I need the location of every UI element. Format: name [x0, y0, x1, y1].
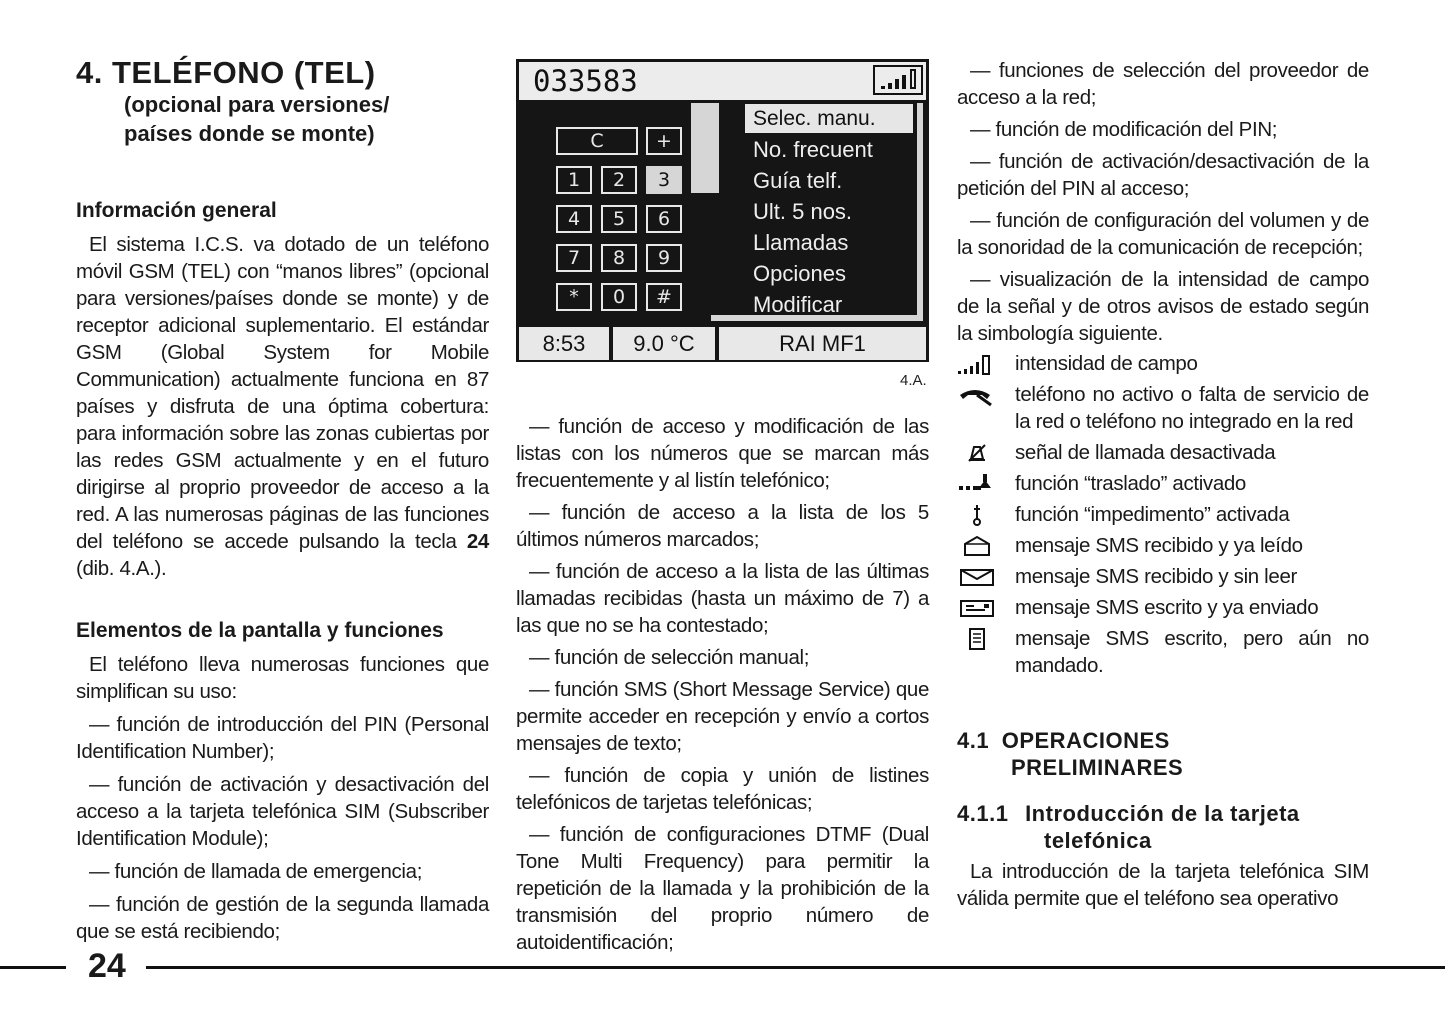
section-subtitle-line1: (opcional para versiones/	[124, 92, 390, 117]
list-item: — funciones de selección del proveedor de acceso a la red;	[957, 59, 1369, 109]
list-item: — función de activación/desactivación de la petición del PIN al acceso;	[957, 150, 1369, 200]
general-info-text: El sistema I.C.S. va dotado de un teléfono móvil GSM (TEL) con “manos libres” (opcional para versiones/países donde se monte) y de receptor adicional suplementario. El estándar GSM (Global System for Mobile Communication) actualmente funciona en 87 países y disfruta de una óptima cobertura: para información sobre las zonas cubiertas por las redes GSM actualmente y en el futuro dirigirse al proprio proveedor de acceso a la red. A las numerosas páginas de las funciones del teléfono se accede pulsando la tecla	[76, 233, 489, 553]
menu-item-phonebook[interactable]: Guía telf.	[753, 168, 843, 193]
list-item: — función de selección manual;	[529, 646, 810, 669]
list-item: — función de activación y desactivación del acceso a la tarjeta telefónica SIM (Subscriber Identification Module);	[76, 773, 489, 850]
menu-item-last-five[interactable]: Ult. 5 nos.	[753, 199, 853, 224]
legend-text: teléfono no activo o falta de servicio de la red o teléfono no integrado en la red	[1015, 383, 1369, 433]
list-item: — función de copia y unión de listines telefónicos de tarjetas telefónicas;	[516, 764, 929, 814]
section-subtitle-line2: países donde se monte)	[124, 121, 375, 146]
legend-text: mensaje SMS recibido y sin leer	[1015, 565, 1297, 588]
heading-general-info: Información general	[76, 199, 277, 222]
list-item: — visualización de la intensidad de campo de la señal y de otros avisos de estado según la simbología siguiente.	[957, 268, 1369, 345]
legend-row	[957, 594, 1369, 621]
legend-row	[957, 381, 1369, 435]
legend-row	[957, 625, 1369, 679]
list-item: — función SMS (Short Message Service) que permite acceder en recepción y envío a cortos mensajes de texto;	[516, 678, 929, 755]
key-9[interactable]: 9	[646, 244, 682, 272]
clock: 8:53	[519, 327, 609, 360]
column-right	[957, 57, 1369, 347]
heading-number: 4.1	[957, 728, 990, 753]
list-item: — función de configuraciones DTMF (Dual Tone Multi Frequency) para permitir la repetición de la llamada y la prohibición de la transmisión del proprio número de autoidentificación;	[516, 823, 929, 954]
paragraph-elements-intro: El teléfono lleva numerosas funciones que simplifican su uso:	[76, 653, 489, 703]
key-star[interactable]: *	[556, 283, 592, 311]
list-item: — función de modificación del PIN;	[970, 118, 1278, 141]
page-number: 24	[88, 947, 126, 985]
list-item: — función de llamada de emergencia;	[89, 860, 423, 883]
legend-row	[957, 439, 1369, 466]
paragraph-general-info	[76, 231, 489, 582]
key-hash[interactable]: #	[646, 283, 682, 311]
radio-station: RAI MF1	[719, 327, 926, 360]
key-clear[interactable]: C	[556, 127, 638, 155]
section-4-1	[957, 727, 1369, 912]
legend-text: mensaje SMS escrito y ya enviado	[1015, 596, 1319, 619]
key-5[interactable]: 5	[601, 205, 637, 233]
heading-line: OPERACIONES	[1001, 728, 1170, 753]
menu-item-selected[interactable]: Selec. manu.	[745, 104, 913, 133]
legend-row	[957, 350, 1369, 377]
sms-draft-icon	[957, 627, 1001, 651]
paragraph-sim: La introducción de la tarjeta telefónica SIM válida permite que el teléfono sea operativo	[957, 860, 1369, 910]
legend-text: mensaje SMS escrito, pero aún no mandado.	[1015, 627, 1369, 677]
key-plus[interactable]: +	[646, 127, 682, 155]
menu-item-calls[interactable]: Llamadas	[753, 230, 849, 255]
ringer-off-icon	[957, 441, 1001, 465]
menu-item-modify[interactable]: Modificar	[753, 292, 843, 317]
call-forward-icon	[957, 472, 1001, 496]
list-item: — función de configuración del volumen y de la sonoridad de la comunicación de recepción;	[957, 209, 1369, 259]
heading-line: Introducción de la tarjeta	[1025, 801, 1300, 826]
display-top-bar	[519, 62, 926, 100]
key-4[interactable]: 4	[556, 205, 592, 233]
sms-sent-icon	[957, 596, 1001, 620]
menu-item-options[interactable]: Opciones	[753, 261, 846, 286]
section-title: 4. TELÉFONO (TEL)	[76, 55, 376, 90]
heading-line: PRELIMINARES	[1011, 755, 1184, 780]
section-title-block	[76, 56, 496, 148]
key-reference: 24	[466, 530, 489, 553]
list-item: — función de gestión de la segunda llamada que se está recibiendo;	[76, 893, 489, 943]
key-1[interactable]: 1	[556, 166, 592, 194]
dialed-number: 033583	[533, 64, 638, 98]
legend-text: intensidad de campo	[1015, 352, 1198, 375]
figure-reference: (dib. 4.A.).	[76, 557, 167, 580]
footer-rule	[0, 966, 66, 969]
signal-strength-icon	[957, 352, 1001, 376]
key-2[interactable]: 2	[601, 166, 637, 194]
column-left	[76, 198, 489, 945]
list-item: — función de acceso y modificación de las listas con los números que se marcan más frecuentemente y al listín telefónico;	[516, 415, 929, 492]
legend-text: función “impedimento” activada	[1015, 503, 1290, 526]
legend-row	[957, 501, 1369, 528]
heading-preliminary-operations	[957, 727, 1369, 781]
menu-item-frequent[interactable]: No. frecuent	[753, 137, 873, 162]
legend-row	[957, 470, 1369, 497]
signal-strength-icon	[873, 65, 923, 95]
phone-inactive-icon	[957, 383, 1001, 407]
key-3[interactable]: 3	[646, 166, 682, 194]
symbol-legend	[957, 350, 1369, 683]
outside-temperature: 9.0 °C	[613, 327, 715, 360]
footer-rule	[146, 966, 1445, 969]
heading-display-elements: Elementos de la pantalla y funciones	[76, 619, 444, 642]
heading-line: telefónica	[1044, 828, 1152, 853]
figure-caption: 4.A.	[900, 372, 927, 389]
heading-sim-insertion	[957, 800, 1369, 854]
column-middle	[516, 413, 929, 956]
phone-display-figure	[516, 59, 929, 362]
sms-unread-icon	[957, 565, 1001, 589]
key-7[interactable]: 7	[556, 244, 592, 272]
heading-number: 4.1.1	[957, 801, 1009, 826]
key-0[interactable]: 0	[601, 283, 637, 311]
legend-text: mensaje SMS recibido y ya leído	[1015, 534, 1303, 557]
display-status-bar	[516, 325, 929, 362]
legend-text: función “traslado” activado	[1015, 472, 1246, 495]
call-barring-icon	[957, 503, 1001, 527]
legend-text: señal de llamada desactivada	[1015, 441, 1276, 464]
legend-row	[957, 532, 1369, 559]
list-item: — función de introducción del PIN (Personal Identification Number);	[76, 713, 489, 763]
key-8[interactable]: 8	[601, 244, 637, 272]
list-item: — función de acceso a la lista de las últimas llamadas recibidas (hasta un máximo de 7) a las que no se ha contestado;	[516, 560, 929, 637]
sms-read-icon	[957, 534, 1001, 558]
legend-row	[957, 563, 1369, 590]
key-6[interactable]: 6	[646, 205, 682, 233]
list-item: — función de acceso a la lista de los 5 últimos números marcados;	[516, 501, 929, 551]
